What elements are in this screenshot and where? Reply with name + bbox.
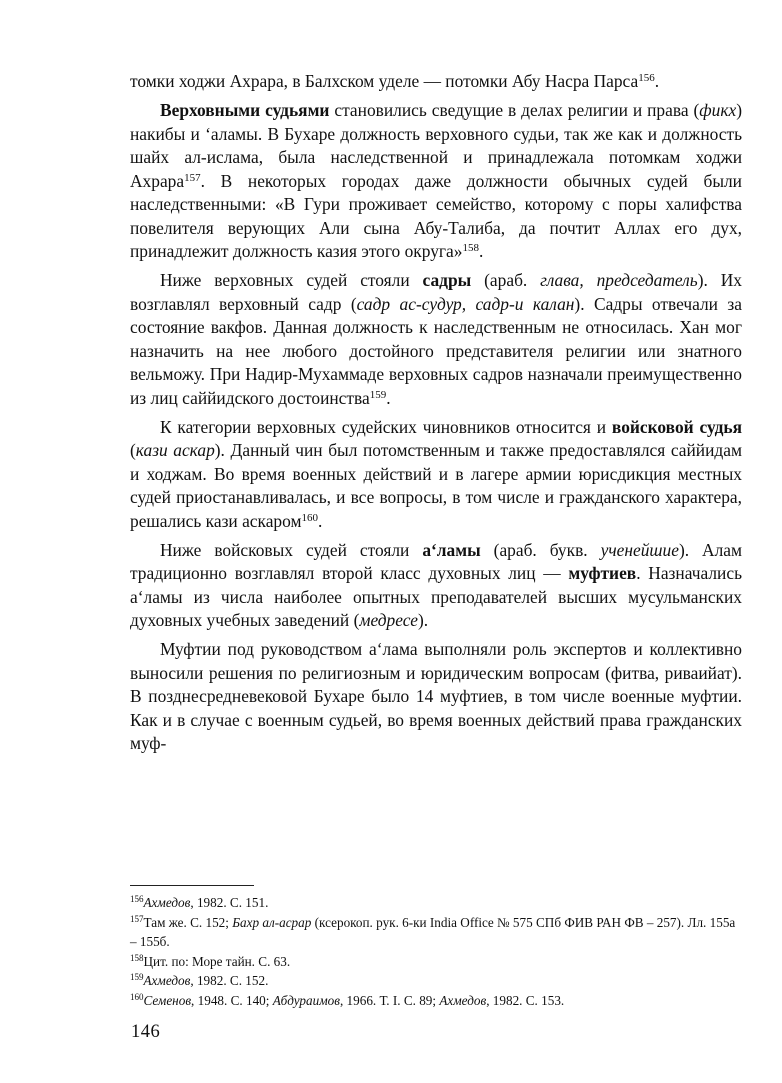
footnote-ref: 158 [130,952,144,963]
text-run: войсковой судья [611,416,742,437]
footnote-ref: 159 [130,972,144,983]
text-run: . [386,387,391,408]
text-run: кази аскар [135,440,215,460]
text-run: , 1982. С. 151. [190,895,269,910]
main-text [130,70,742,756]
text-run: (араб. букв. [480,539,601,560]
paragraph [130,99,742,264]
text-run: Муфтии под руководством а‘лама выполняли роль экспертов и коллективно выносили решения по религиозным и юридическим вопросам (фитва, риваийат). В позднесредневековой Бухаре было 14 муфтиев, в том числе военные муфтии. Как и в случае с военным судьей, во время военных действий права гражданских муф- [130,639,742,753]
footnote [130,952,742,972]
paragraph [130,416,742,534]
text-run: Бахр ал-асрар [232,914,312,930]
footnote-ref: 160 [301,511,318,524]
text-run: (араб. [471,270,541,290]
footnote-ref: 156 [638,72,655,84]
text-run: (ксерокоп. рук. 6-ки India Office № 575 СПб ФИВ РАН ФВ – 257). Лл. 155а – 155б. [130,914,736,950]
text-run: Там же. С. 152; [143,914,233,930]
footnote-ref: 157 [130,913,144,924]
footnote-ref: 157 [184,171,201,184]
text-run: ) накибы и ‘аламы. В Бухаре должность верховного судьи, так же как и должность шайх ал-ислама, была наследственной и принадлежала потомкам ходжи Ахрара [130,100,742,191]
text-run: Цит. по: Море тайн. С. 63. [143,953,291,969]
text-run: . [478,241,484,261]
footnote-ref: 156 [130,894,144,904]
text-run: медресе [359,610,418,630]
text-run: Ахмедов [143,895,191,910]
text-run: . [318,510,323,531]
paragraph [130,70,742,94]
page-number: 146 [131,1022,161,1042]
paragraph [130,638,742,756]
text-run: садр ас-судур, садр-и калан [356,293,575,314]
text-run: глава, председатель [540,270,698,290]
text-run: Ахмедов [439,992,487,1008]
text-run: ученейшие [600,539,679,560]
text-run: ( [130,440,136,460]
text-run: муфтиев [568,563,637,583]
text-run: Абдураимов [272,992,340,1008]
text-run: садры [422,270,472,290]
text-run: , 1982. С. 152. [190,973,269,989]
footnote-ref: 158 [462,242,479,254]
paragraph [130,539,742,633]
footnote [130,913,742,952]
text-run: Верховными судьями [160,100,330,120]
text-run: . [654,71,660,91]
text-run: Ниже войсковых судей стояли [160,539,423,560]
paragraph [130,269,742,410]
text-run: Семенов [143,992,192,1008]
text-run: , 1966. Т. I. С. 89; [339,992,440,1008]
text-run: становились сведущие в делах религии и права ( [329,100,700,120]
footnote [130,991,742,1011]
text-run: ). Садры отвечали за состояние вакфов. Данная должность к наследственным не относилась. Хан мог назначить на нее любого достойного представителя религии или знатного вельможу. При Надир-Мухаммаде верховных садров назначали преимущественно из лиц саййидского достоинства [130,293,742,408]
text-run: , 1982. С. 153. [486,992,565,1008]
footnote-ref: 159 [369,388,387,401]
text-run: Ниже верховных судей стояли [160,270,423,290]
text-run: К категории верховных судейских чиновников относится и [160,416,612,437]
text-run: ). [417,610,429,630]
text-run: ). Данный чин был потомственным и также предоставлялся саййидам и ходжам. Во время военных действий и в лагере армии юрисдикция местных судей приостанавливалась, и все вопросы, в том числе и гражданского характера, решались кази аскаром [130,440,742,531]
footnote [130,971,742,991]
text-run: , 1948. С. 140; [191,992,273,1008]
text-run: фикх [699,100,737,120]
text-run: . Назначались а‘ламы из числа наиболее опытных преподавателей высших мусульманских духовных учебных заведений ( [130,563,743,630]
text-run: Ахмедов [143,973,191,989]
footnote-separator [130,885,254,886]
text-run: а‘ламы [422,539,481,560]
text-run: томки ходжи Ахрара, в Балхском уделе — потомки Абу Насра Парса [130,71,639,91]
text-run: ). Их возглавлял верховный садр ( [130,270,742,314]
footnotes [130,893,742,1011]
footnote-ref: 160 [130,991,144,1002]
text-run: . В некоторых городах даже должности обычных судей были наследственными: «В Гури проживает семейство, которому с поры халифства повелителя верующих Али сына Абу-Талиба, да почтит Аллах его дух, принадлежит должность казия этого округа» [130,170,742,261]
footnote [130,893,742,913]
text-run: ). Алам традиционно возглавлял второй класс духовных лиц — [130,539,743,583]
